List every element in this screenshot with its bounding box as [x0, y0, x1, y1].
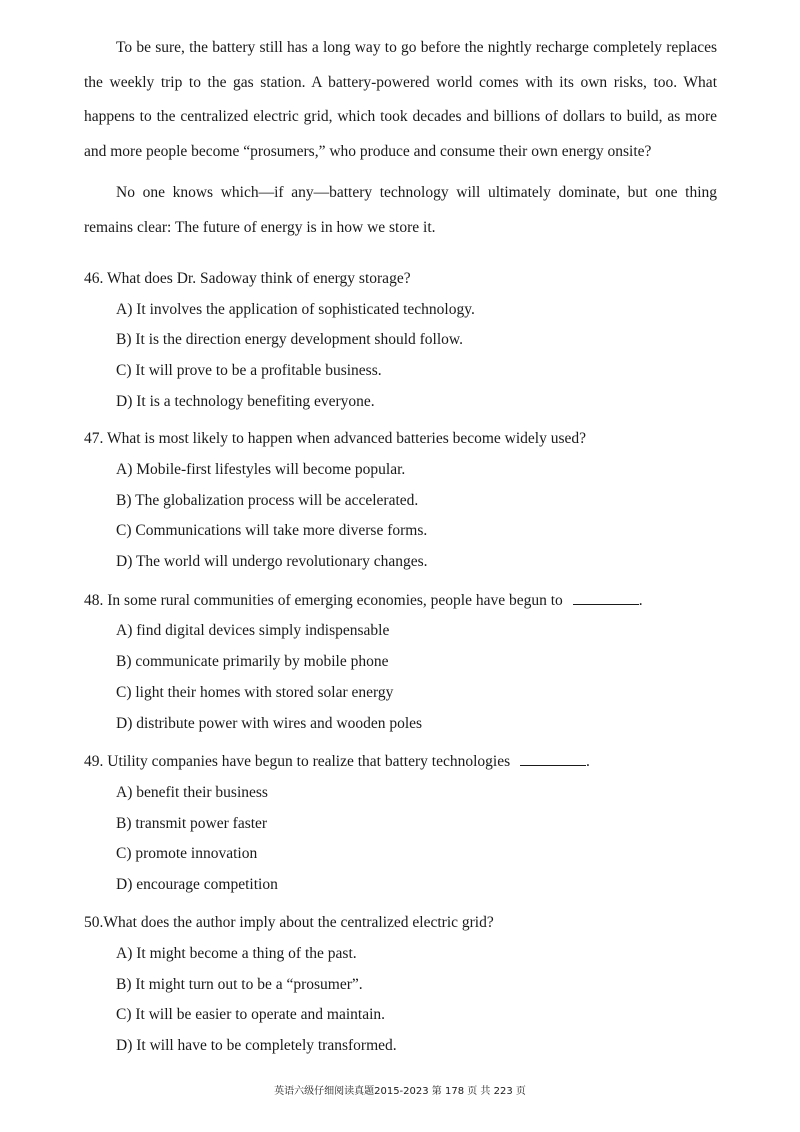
question-46-option-c: C) It will prove to be a profitable business. [116, 362, 382, 379]
question-47-option-b: B) The globalization process will be accelerated. [116, 492, 419, 509]
question-48-option-a: A) find digital devices simply indispensable [116, 622, 390, 639]
question-49-option-c: C) promote innovation [116, 845, 258, 862]
question-48-option-c: C) light their homes with stored solar energy [116, 684, 394, 701]
question-47-option-a: A) Mobile-first lifestyles will become popular. [116, 461, 406, 478]
question-46-option-a: A) It involves the application of sophisticated technology. [116, 301, 475, 318]
passage-paragraph-1 [84, 31, 717, 169]
question-46-stem: 46. What does Dr. Sadoway think of energy storage? [84, 270, 411, 287]
question-49-option-a: A) benefit their business [116, 784, 268, 801]
paragraph-text: No one knows which—if any—battery technology will ultimately dominate, but one thing remains clear: The future of energy is in how we store it. [84, 184, 717, 236]
answer-blank [573, 592, 639, 605]
question-50-option-a: A) It might become a thing of the past. [116, 945, 357, 962]
question-50-stem: 50.What does the author imply about the centralized electric grid? [84, 914, 494, 931]
stem-suffix: . [586, 753, 590, 770]
answer-blank [520, 753, 586, 766]
question-49-stem [84, 753, 590, 771]
question-46-option-b: B) It is the direction energy development should follow. [116, 331, 463, 348]
stem-text: 49. Utility companies have begun to realize that battery technologies [84, 753, 511, 770]
question-50-option-d: D) It will have to be completely transformed. [116, 1037, 397, 1054]
page-footer: 英语六级仔细阅读真题2015-2023 第 178 页 共 223 页 [274, 1086, 526, 1097]
question-46-option-d: D) It is a technology benefiting everyone. [116, 393, 375, 410]
question-47-stem: 47. What is most likely to happen when advanced batteries become widely used? [84, 430, 587, 447]
question-50-option-c: C) It will be easier to operate and maintain. [116, 1006, 386, 1023]
question-48-option-b: B) communicate primarily by mobile phone [116, 653, 389, 670]
stem-suffix: . [638, 592, 643, 609]
stem-text: 48. In some rural communities of emerging economies, people have begun to [84, 592, 563, 609]
question-48-stem [84, 592, 643, 610]
passage-paragraph-2 [84, 176, 717, 245]
question-48-option-d: D) distribute power with wires and wooden poles [116, 715, 423, 732]
question-47-option-d: D) The world will undergo revolutionary changes. [116, 553, 428, 570]
question-49-option-b: B) transmit power faster [116, 815, 268, 832]
paragraph-text: To be sure, the battery still has a long way to go before the nightly recharge completely replaces the weekly trip to the gas station. A battery-powered world comes with its own risks, too. What happens to the centralized electric grid, which took decades and billions of dollars to build, as more and more people become “prosumers,” who produce and consume their own energy onsite? [84, 39, 717, 160]
question-50-option-b: B) It might turn out to be a “prosumer”. [116, 976, 363, 993]
question-47-option-c: C) Communications will take more diverse forms. [116, 522, 428, 539]
question-49-option-d: D) encourage competition [116, 876, 278, 893]
